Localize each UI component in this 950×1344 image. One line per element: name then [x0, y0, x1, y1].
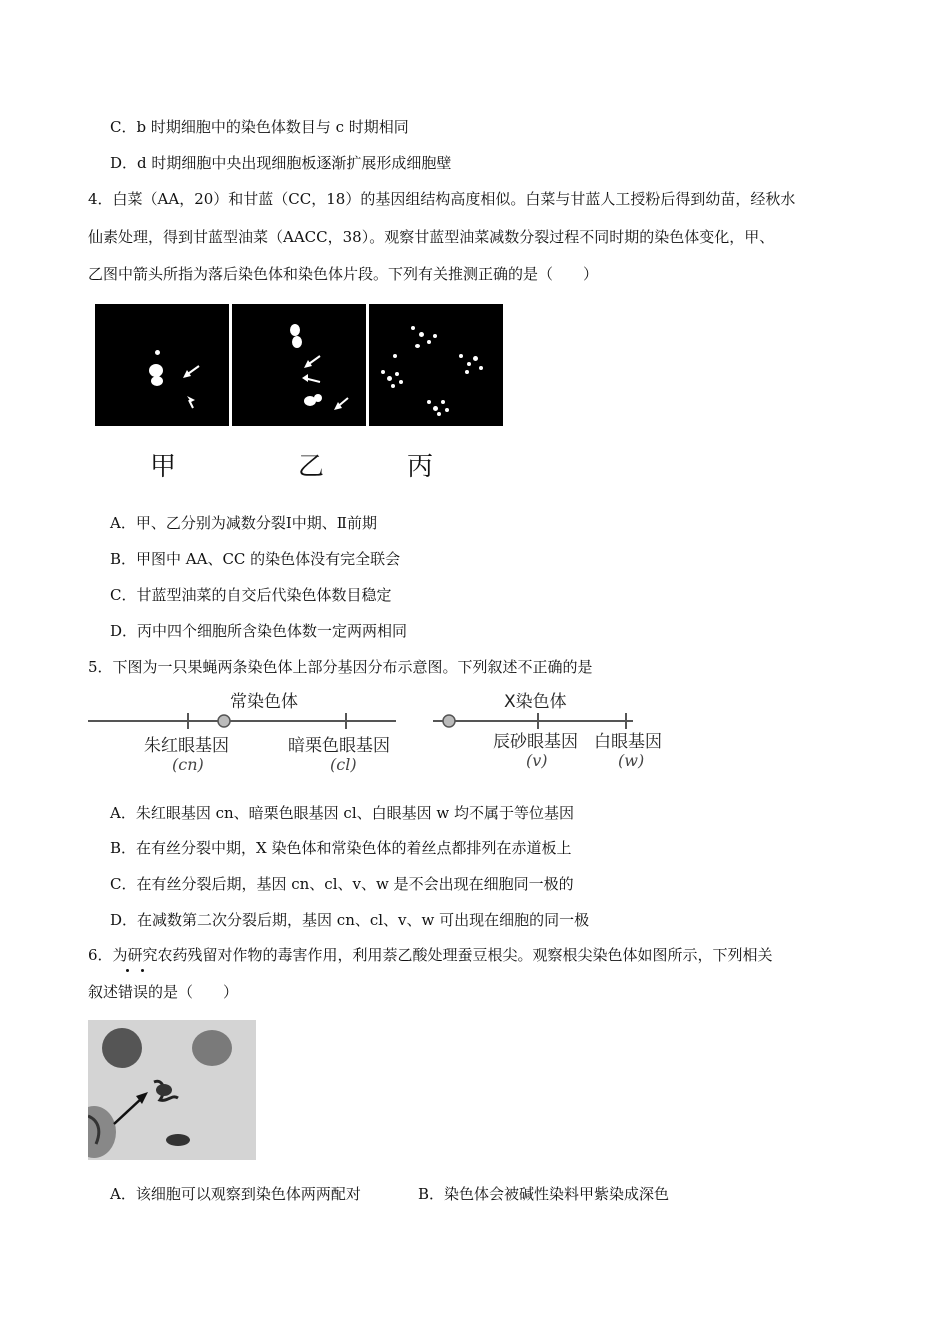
q5-stem: 5．下图为一只果蝇两条染色体上部分基因分布示意图。下列叙述不正确的是 — [88, 658, 593, 676]
gene-label-w: 白眼基因 — [594, 732, 662, 752]
panel-label-bing: 丙 — [407, 452, 434, 482]
panel-label-jia: 甲 — [150, 452, 177, 482]
emphasis-dots — [124, 965, 154, 975]
arrow-icon — [232, 304, 366, 426]
gene-symbol-cn: (cn) — [172, 755, 204, 774]
gene-label-cl: 暗栗色眼基因 — [288, 736, 390, 756]
q5-option-a: A．朱红眼基因 cn、暗栗色眼基因 cl、白眼基因 w 均不属于等位基因 — [110, 804, 575, 822]
arrow-icon — [95, 304, 229, 426]
gene-symbol-cl: (cl) — [330, 755, 357, 774]
q6-option-a: A．该细胞可以观察到染色体两两配对 — [110, 1185, 361, 1203]
panel-jia-image — [95, 304, 229, 426]
q4-stem-line3: 乙图中箭头所指为落后染色体和染色体片段。下列有关推测正确的是（ ） — [88, 265, 599, 283]
q6-micrograph-image — [88, 1020, 256, 1160]
gene-label-v: 辰砂眼基因 — [493, 732, 578, 752]
q5-option-d: D．在减数第二次分裂后期，基因 cn、cl、v、w 可出现在细胞的同一极 — [110, 911, 590, 929]
q5-option-c: C．在有丝分裂后期，基因 cn、cl、v、w 是不会出现在细胞同一极的 — [110, 875, 574, 893]
q5-gene-map-figure — [88, 685, 678, 785]
gene-label-cn: 朱红眼基因 — [144, 736, 229, 756]
q5-option-b: B．在有丝分裂中期，X 染色体和常染色体的着丝点都排列在赤道板上 — [110, 839, 572, 857]
q3-option-c: C．b 时期细胞中的染色体数目与 c 时期相同 — [110, 118, 409, 136]
q4-option-a: A．甲、乙分别为减数分裂Ⅰ中期、Ⅱ前期 — [110, 514, 377, 532]
root-tip-cells — [88, 1020, 256, 1160]
q6-stem-line1: 6．为研究农药残留对作物的毒害作用，利用萘乙酸处理蚕豆根尖。观察根尖染色体如图所示，下列相关 — [88, 946, 773, 964]
q6-option-b: B．染色体会被碱性染料甲紫染成深色 — [418, 1185, 670, 1203]
q4-option-d: D．丙中四个细胞所含染色体数一定两两相同 — [110, 622, 408, 640]
gene-symbol-v: (v) — [526, 751, 548, 770]
q3-option-d: D．d 时期细胞中央出现细胞板逐渐扩展形成细胞壁 — [110, 154, 452, 172]
x-chromosome-title: X染色体 — [504, 692, 567, 712]
panel-yi-image — [232, 304, 366, 426]
q4-micrograph-figure — [95, 304, 505, 482]
q4-option-c: C．甘蓝型油菜的自交后代染色体数目稳定 — [110, 586, 392, 604]
q4-option-b: B．甲图中 AA、CC 的染色体没有完全联会 — [110, 550, 401, 568]
gene-symbol-w: (w) — [618, 751, 645, 770]
panel-label-yi: 乙 — [298, 452, 325, 482]
autosome-title: 常染色体 — [230, 692, 298, 712]
q6-stem-line2: 叙述错误的是（ ） — [88, 983, 239, 1001]
panel-bing-image — [369, 304, 503, 426]
q4-stem-line2: 仙素处理，得到甘蓝型油菜（AACC，38）。观察甘蓝型油菜减数分裂过程不同时期的染色体变化，甲、 — [88, 228, 775, 246]
q4-stem-line1: 4．白菜（AA，20）和甘蓝（CC，18）的基因组结构高度相似。白菜与甘蓝人工授粉后得到幼苗，经秋水 — [88, 190, 796, 208]
